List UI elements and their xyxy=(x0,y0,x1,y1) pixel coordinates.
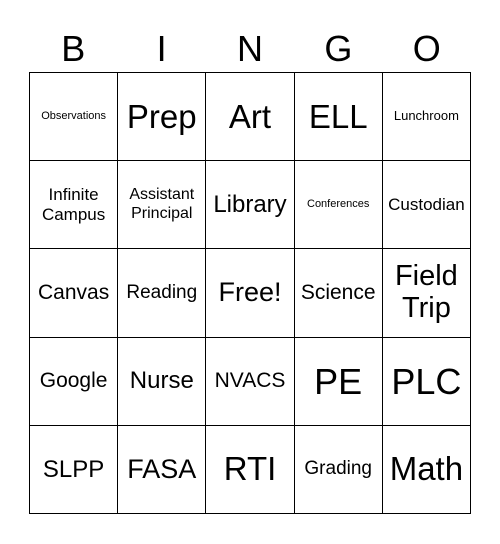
bingo-header xyxy=(29,26,471,72)
bingo-cell[interactable]: PE xyxy=(295,338,383,426)
bingo-cell[interactable]: Reading xyxy=(118,249,206,337)
bingo-cell[interactable]: PLC xyxy=(383,338,471,426)
bingo-cell[interactable]: Observations xyxy=(30,73,118,161)
bingo-cell[interactable]: Free! xyxy=(206,249,294,337)
bingo-cell[interactable]: Field Trip xyxy=(383,249,471,337)
header-letter-n: N xyxy=(236,28,263,69)
bingo-cell[interactable]: Nurse xyxy=(118,338,206,426)
header-letter-g: G xyxy=(324,28,353,69)
bingo-cell[interactable]: Math xyxy=(383,426,471,514)
bingo-cell[interactable]: FASA xyxy=(118,426,206,514)
bingo-cell[interactable]: Art xyxy=(206,73,294,161)
bingo-cell[interactable]: Library xyxy=(206,161,294,249)
bingo-cell[interactable]: RTI xyxy=(206,426,294,514)
bingo-cell[interactable]: Google xyxy=(30,338,118,426)
bingo-cell[interactable]: Grading xyxy=(295,426,383,514)
header-letter-b: B xyxy=(61,28,86,69)
bingo-cell[interactable]: Custodian xyxy=(383,161,471,249)
header-letter-i: I xyxy=(156,28,167,69)
bingo-cell[interactable]: Canvas xyxy=(30,249,118,337)
bingo-cell[interactable]: SLPP xyxy=(30,426,118,514)
bingo-cell[interactable]: Conferences xyxy=(295,161,383,249)
header-letter-o: O xyxy=(412,28,441,69)
bingo-cell[interactable]: ELL xyxy=(295,73,383,161)
bingo-cell[interactable]: Prep xyxy=(118,73,206,161)
bingo-cell[interactable]: Infinite Campus xyxy=(30,161,118,249)
bingo-cell[interactable]: Lunchroom xyxy=(383,73,471,161)
bingo-cell[interactable]: NVACS xyxy=(206,338,294,426)
bingo-cell[interactable]: Assistant Principal xyxy=(118,161,206,249)
bingo-cell[interactable]: Science xyxy=(295,249,383,337)
bingo-board xyxy=(29,72,471,514)
